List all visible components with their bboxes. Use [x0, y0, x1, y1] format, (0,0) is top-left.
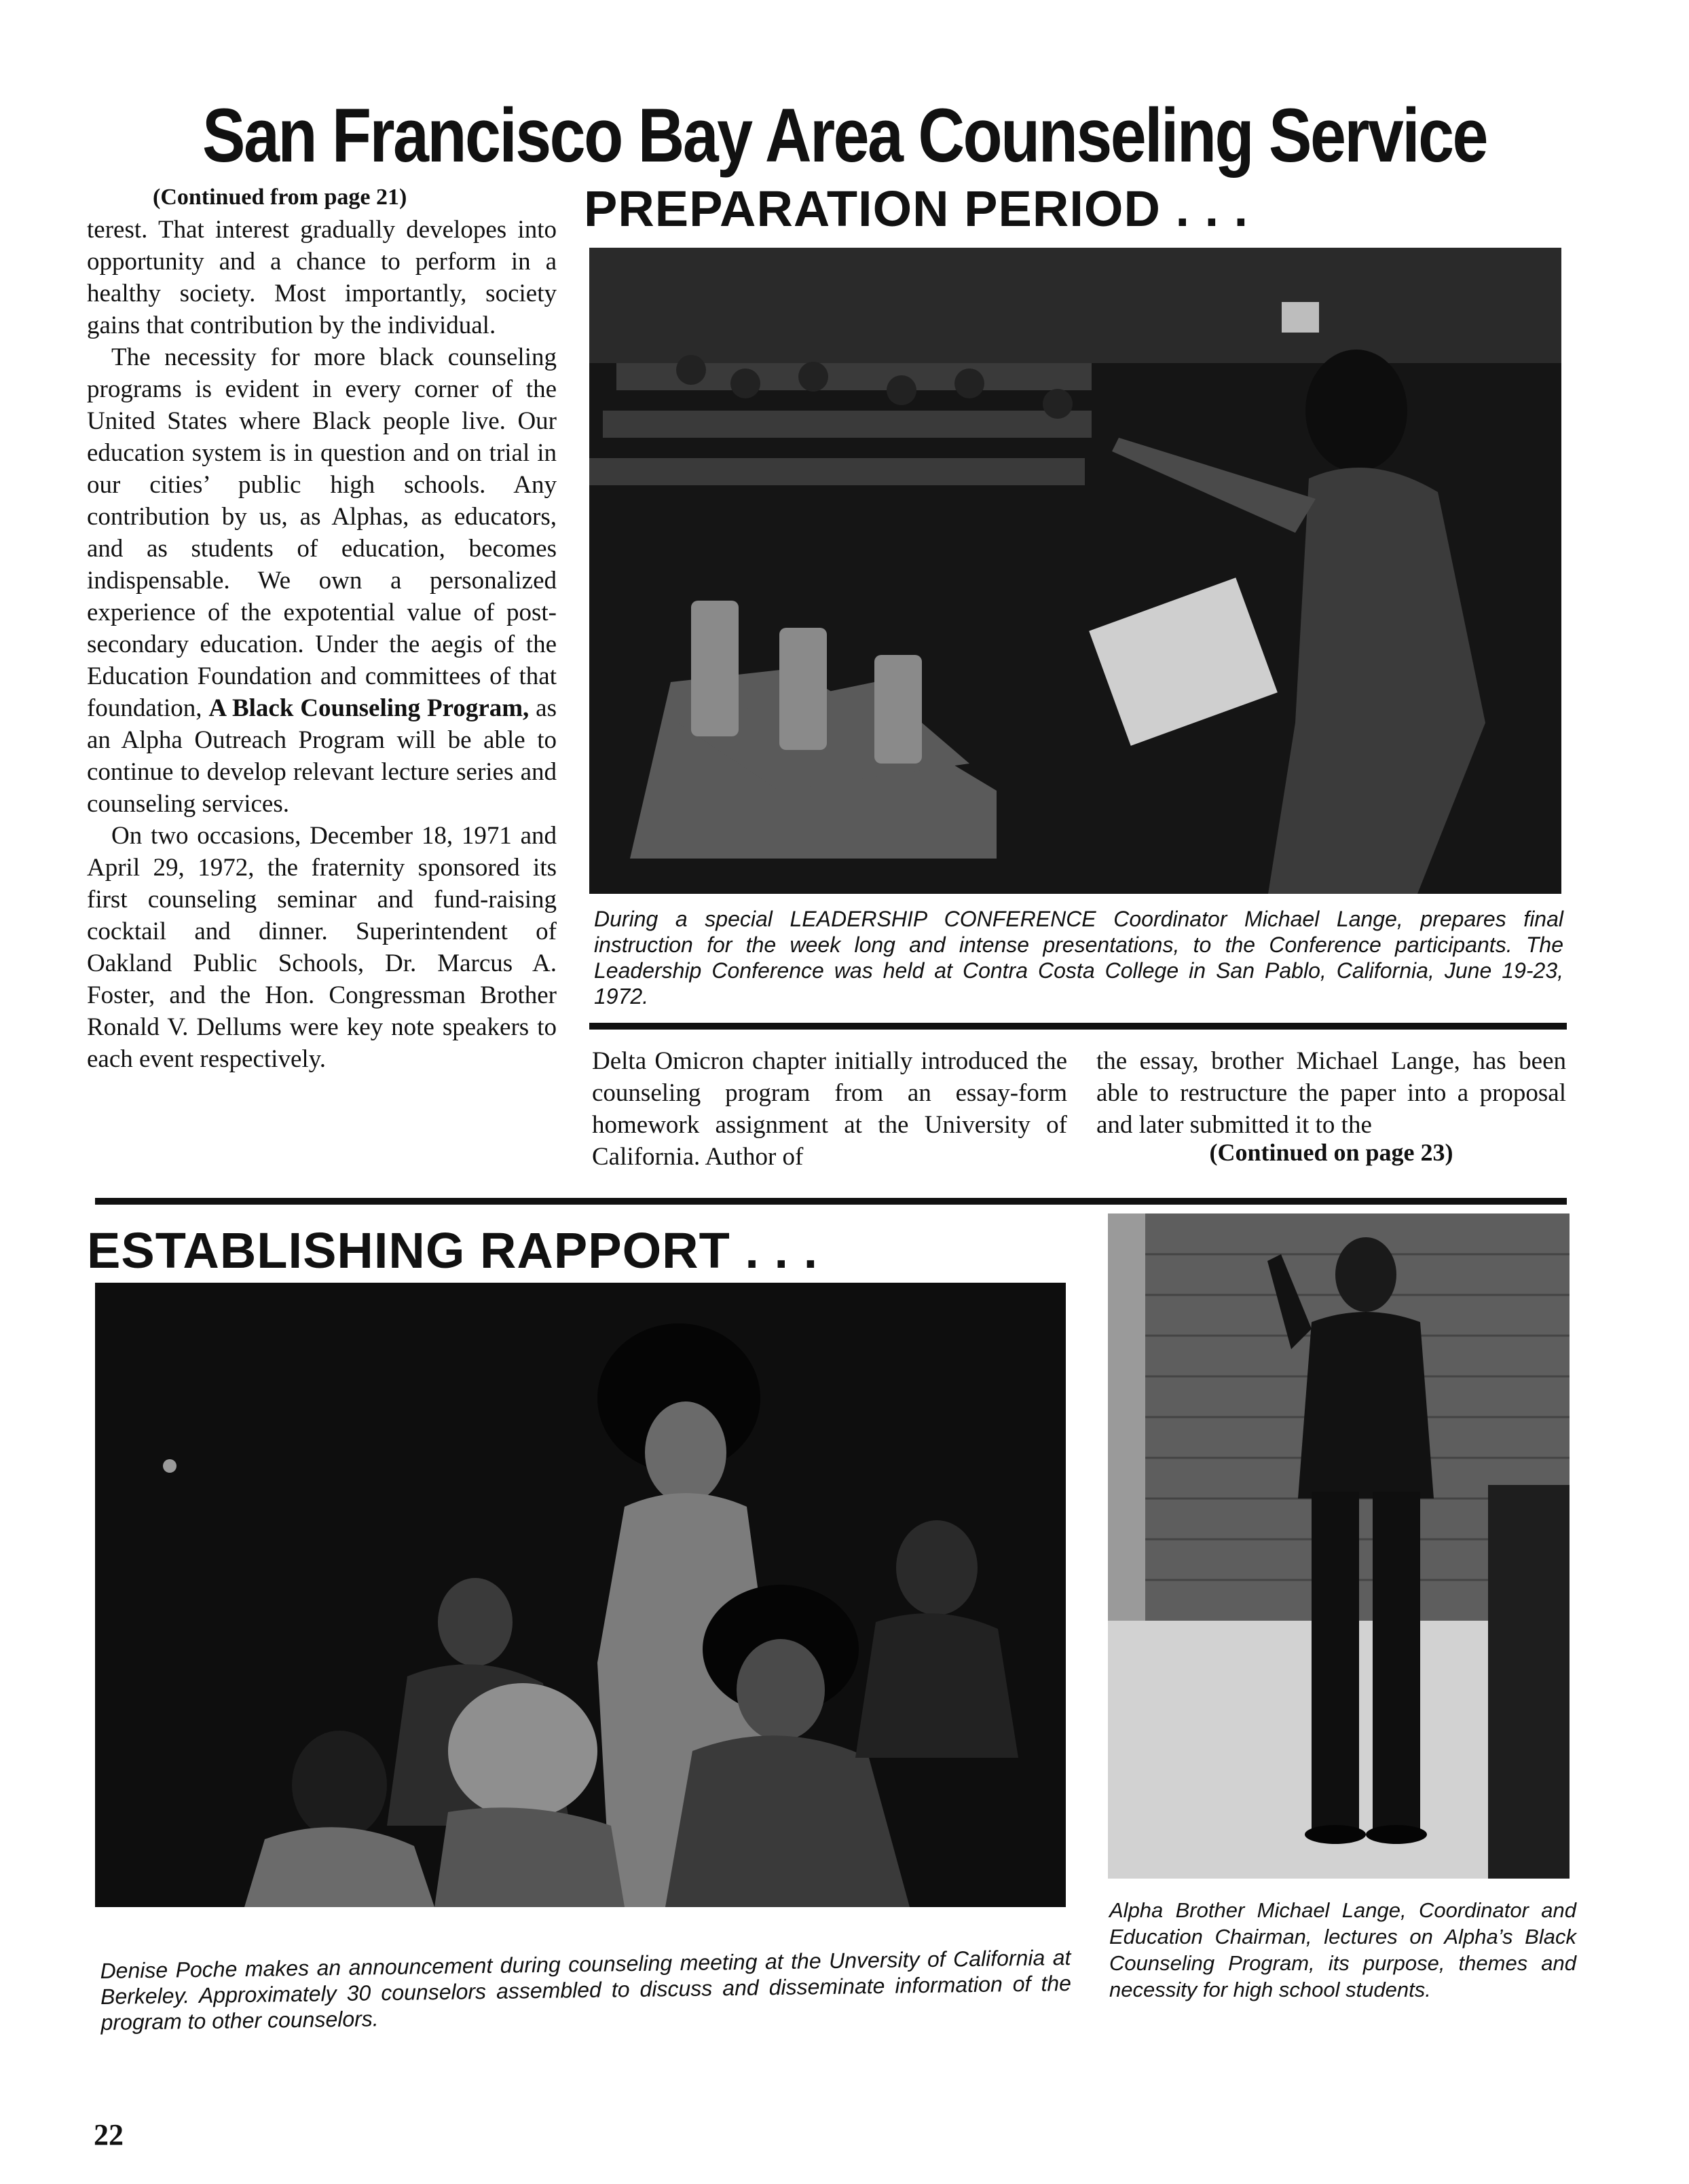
- section-divider-rule: [95, 1198, 1567, 1205]
- continued-from-note: (Continued from page 21): [153, 185, 407, 210]
- paragraph-2: [87, 341, 557, 820]
- meeting-image: [95, 1283, 1066, 1907]
- establishing-caption: Denise Poche makes an announcement during counseling meeting at the Unversity of California at Berkeley. Approximately 30 counselors assembled to discuss and disseminate information of the program to other counselors.: [100, 1945, 1072, 2035]
- page-number: 22: [94, 2118, 124, 2151]
- preparation-heading: PREPARATION PERIOD . . .: [584, 181, 1249, 237]
- continued-on-note: (Continued on page 23): [1209, 1139, 1453, 1166]
- lecturer-image: [1108, 1213, 1570, 1879]
- page-title: San Francisco Bay Area Counseling Service: [202, 93, 1487, 178]
- article-column-2: [592, 1045, 1067, 1173]
- preparation-photo: [589, 248, 1561, 894]
- paragraph-2-text: The necessity for more black counseling programs is evident in every corner of the United States where Black people live. Our education system is in question and on trial in our cities’ public high schools. Any contribution by us, as Alphas, as educators, and as students of education, becomes indispensable. We own a personalized experience of the expotential value of post-secondary education. Under the aegis of the Education Foundation and committees of that foundation,: [87, 343, 557, 722]
- column-2-text: Delta Omicron chapter initially introduced the counseling program from an essay-form homework assignment at the University of California. Author of: [592, 1047, 1067, 1171]
- paragraph-3: On two occasions, December 18, 1971 and April 29, 1972, the fraternity sponsored its first counseling seminar and fund-raising cocktail and dinner. Superintendent of Oakland Public Schools, Dr. Marcus A. Foster, and the Hon. Congressman Brother Ronald V. Dellums were key note speakers to each event respectively.: [87, 822, 557, 1073]
- article-column-1: [87, 214, 557, 1075]
- article-column-3: [1096, 1045, 1566, 1141]
- paragraph-1: terest. That interest gradually developes into opportunity and a chance to perform in a healthy society. Most importantly, society gains that contribution by the individual.: [87, 216, 557, 339]
- program-name: A Black Counseling Program,: [208, 694, 530, 722]
- lecture-caption: Alpha Brother Michael Lange, Coordinator and Education Chairman, lectures on Alpha’s Black Counseling Program, its purpose, themes and necessity for high school students.: [1109, 1898, 1576, 2001]
- divider-rule: [589, 1023, 1567, 1030]
- lecture-photo: [1108, 1213, 1570, 1879]
- paragraph-2-end: as an Alpha Outreach Program will be able to continue to develop relevant lecture series and counseling services.: [87, 694, 557, 818]
- establishing-photo: [95, 1283, 1066, 1907]
- establishing-heading: ESTABLISHING RAPPORT . . .: [87, 1222, 819, 1279]
- column-3-text: the essay, brother Michael Lange, has been able to restructure the paper into a proposal and later submitted it to the: [1096, 1047, 1566, 1139]
- preparation-caption: During a special LEADERSHIP CONFERENCE Coordinator Michael Lange, prepares final instruction for the week long and intense presentations, to the Conference participants. The Leadership Conference was held at Contra Costa College in San Pablo, California, June 19-23, 1972.: [594, 907, 1563, 1009]
- auditorium-image: [589, 248, 1561, 894]
